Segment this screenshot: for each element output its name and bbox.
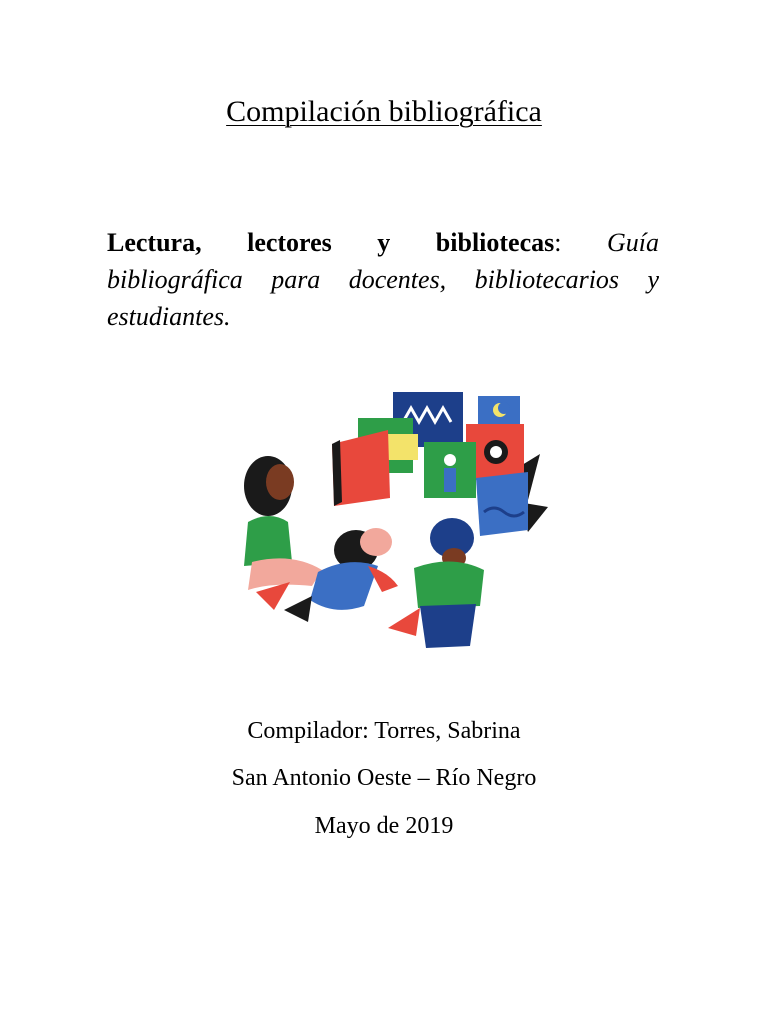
book-cover-hat <box>444 454 456 466</box>
document-title-text: Compilación bibliográfica <box>226 95 542 128</box>
location-line: San Antonio Oeste – Río Negro <box>231 765 537 791</box>
subtitle-line-3 <box>107 298 659 335</box>
book-blue-open <box>476 472 528 536</box>
moon-cutout <box>498 402 510 414</box>
subtitle-word-guia: Guía <box>606 228 659 257</box>
compiler-line: Compilador: Torres, Sabrina <box>247 718 521 744</box>
child-middle-face <box>360 528 392 556</box>
boy-pants <box>420 604 476 648</box>
subtitle-word-lectores: lectores <box>247 228 332 257</box>
girl-shirt <box>244 516 292 566</box>
book-cover-person <box>444 468 456 492</box>
boy-shoe <box>388 608 420 636</box>
date-line: Mayo de 2019 <box>314 813 454 839</box>
subtitle-colon: : <box>554 228 562 257</box>
book-yellow-page <box>388 434 418 460</box>
document-title <box>0 92 768 132</box>
subtitle-line-2-text: bibliográfica para docentes, bibliotecarios y <box>107 265 659 294</box>
girl-face <box>266 464 294 500</box>
subtitle-line-1 <box>107 224 659 261</box>
subtitle-word-lectura: Lectura, <box>107 228 202 257</box>
document-subtitle <box>107 224 659 335</box>
subtitle-word-y: y <box>377 228 391 257</box>
book-cover-figure-face <box>490 446 502 458</box>
subtitle-word-bibliotecas: bibliotecas <box>435 228 555 257</box>
boy-shirt <box>414 561 484 608</box>
child-middle-shoe <box>284 596 312 622</box>
children-reading-books-icon <box>228 382 558 652</box>
subtitle-bibliotecas-group <box>436 224 562 261</box>
subtitle-line-2 <box>107 261 659 298</box>
subtitle-line-3-text: estudiantes. <box>107 302 231 331</box>
children-reading-books-illustration <box>228 382 558 652</box>
